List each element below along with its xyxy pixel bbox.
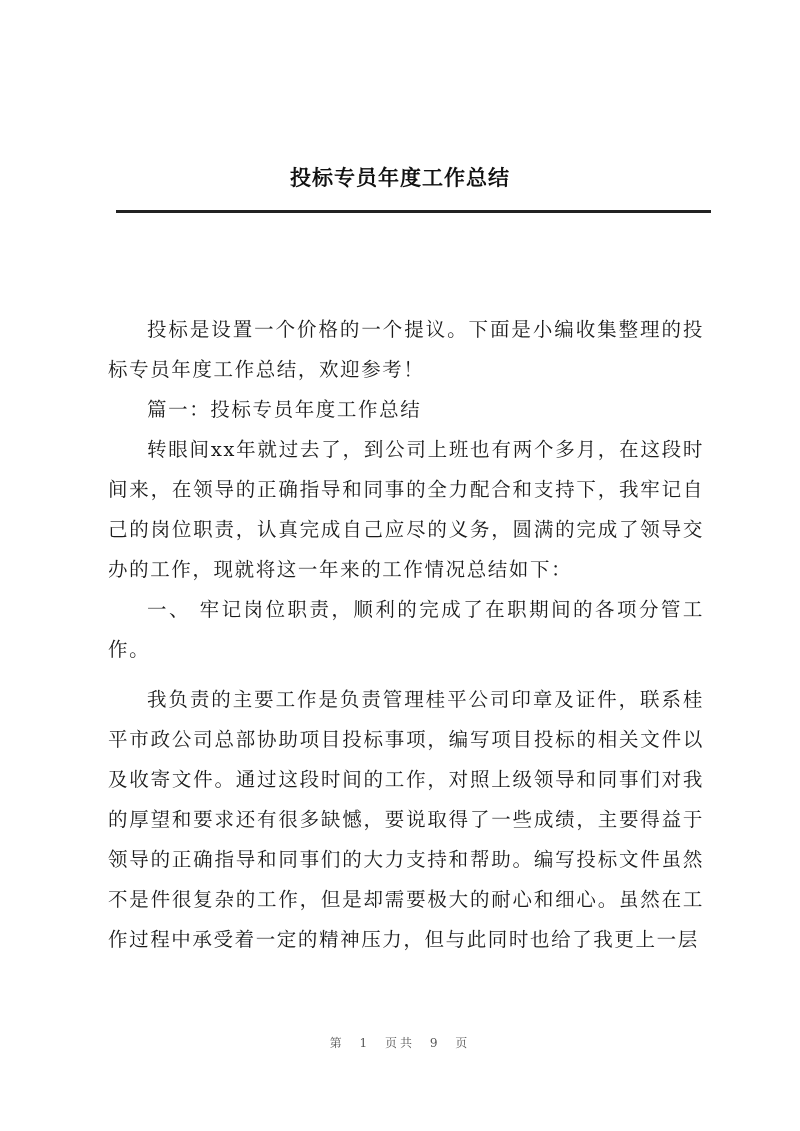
- section-heading: 篇一：投标专员年度工作总结: [147, 398, 422, 421]
- footer-page-number: 1: [359, 1036, 371, 1050]
- body-paragraph: 我负责的主要工作是负责管理桂平公司印章及证件，联系桂平市政公司总部协助项目投标事项，编写项目投标的相关文件以及收寄文件。通过这段时间的工作，对照上级领导和同事们对我的厚望和要求还有很多缺憾，要说取得了一些成绩，主要得益于领导的正确指导和同事们的大力支持和帮助。编写投标文件虽然不是件很复杂的工作，但是却需要极大的耐心和细心。虽然在工作过程中承受着一定的精神压力，但与此同时也给了我更上一层: [108, 688, 704, 951]
- footer-prefix: 第: [329, 1036, 345, 1050]
- document-title: 投标专员年度工作总结: [290, 166, 510, 190]
- page-footer: [0, 1034, 800, 1051]
- footer-suffix: 页: [455, 1036, 471, 1050]
- title-underline: [116, 210, 711, 213]
- body-paragraph: 转眼间xx年就过去了，到公司上班也有两个多月，在这段时间来，在领导的正确指导和同事的全力配合和支持下，我牢记自己的岗位职责，认真完成自己应尽的义务，圆满的完成了领导交办的工作，现就将这一年来的工作情况总结如下：: [108, 438, 704, 581]
- list-heading: 一、 牢记岗位职责，顺利的完成了在职期间的各项分管工作。: [108, 598, 704, 661]
- footer-total-pages: 9: [429, 1036, 441, 1050]
- document-body: [108, 310, 704, 960]
- footer-middle: 页共: [384, 1036, 415, 1050]
- intro-paragraph: 投标是设置一个价格的一个提议。下面是小编收集整理的投标专员年度工作总结，欢迎参考！: [108, 318, 704, 381]
